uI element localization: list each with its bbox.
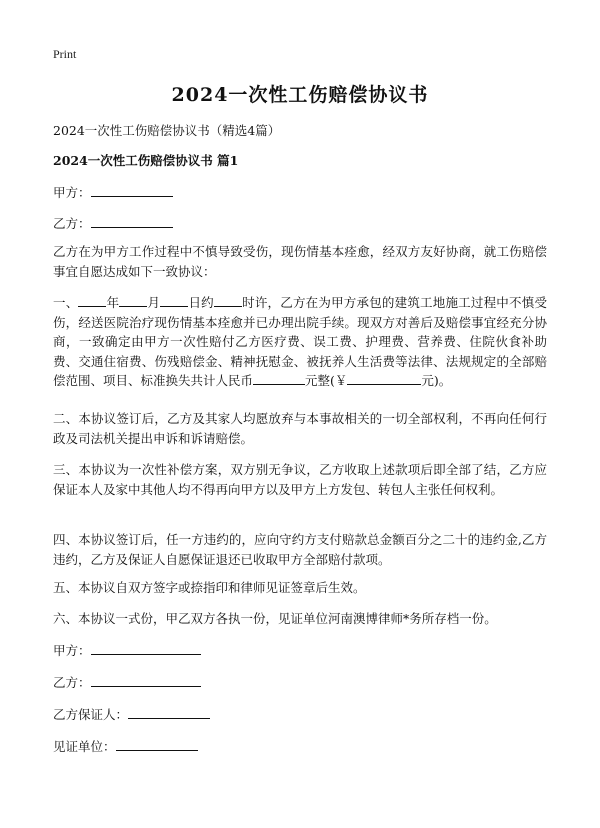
sign-party-b-blank bbox=[91, 673, 201, 687]
clause-1-yuan-big: 元整(￥ bbox=[305, 373, 348, 388]
sign-witness-blank bbox=[116, 737, 198, 751]
sign-guarantor-label: 乙方保证人： bbox=[53, 707, 129, 722]
clause-1-month: 月 bbox=[147, 295, 161, 310]
year-blank bbox=[78, 294, 106, 307]
clause-1-body: 时许，乙方在为甲方承包的建筑工地施工过程中不慎受伤，经送医院治疗现伤情基本痊愈并已办理出院手续。现双方对善后及赔偿事宜经充分协商，一致确定由甲方一次性赔付乙方医疗费、误工费、护理费、营养费、住院伙食补助费、交通住宿费、伤残赔偿金、精神抚慰金、被抚养人生活费等法律、法规规定的全部赔偿范围、项目、标准换失共计人民币 bbox=[53, 295, 547, 388]
party-b-line bbox=[53, 214, 173, 232]
section-heading: 2024一次性工伤赔偿协议书 篇1 bbox=[53, 153, 239, 168]
sign-party-b-label: 乙方： bbox=[53, 675, 91, 690]
clause-1-year: 年 bbox=[106, 295, 120, 310]
clause-1-prefix: 一、 bbox=[53, 295, 79, 310]
clause-6: 六、本协议一式份，甲乙双方各执一份，见证单位河南澳博律师*务所存档一份。 bbox=[53, 611, 497, 626]
clause-2: 二、本协议签订后，乙方及其家人均愿放弃与本事故相关的一切全部权利，不再向任何行政及司法机关提出申诉和诉请赔偿。 bbox=[53, 411, 547, 446]
sign-party-a-line bbox=[53, 641, 201, 659]
sign-guarantor-blank bbox=[128, 705, 210, 719]
amount-words-blank bbox=[253, 372, 305, 385]
amount-number-blank bbox=[347, 372, 421, 385]
party-a-line bbox=[53, 183, 173, 201]
document-subtitle: 2024一次性工伤赔偿协议书（精选4篇） bbox=[53, 123, 281, 138]
clause-4: 四、本协议签订后，任一方违约的，应向守约方支付赔款总金额百分之二十的违约金,乙方违约，乙方及保证人自愿保证退还已收取甲方全部赔付款项。 bbox=[53, 532, 547, 567]
sign-party-a-label: 甲方： bbox=[53, 643, 91, 658]
clause-1 bbox=[53, 293, 547, 391]
clause-5: 五、本协议自双方签字或捺指印和律师见证签章后生效。 bbox=[53, 580, 366, 595]
sign-witness-line bbox=[53, 737, 198, 755]
document-title: 2024一次性工伤赔偿协议书 bbox=[171, 84, 429, 106]
clause-1-day: 日约 bbox=[188, 295, 214, 310]
clause-3: 三、本协议为一次性补偿方案，双方别无争议，乙方收取上述款项后即全部了结，乙方应保证本人及家中其他人均不得再向甲方以及甲方上方发包、转包人主张任何权利。 bbox=[53, 462, 547, 497]
print-link[interactable]: Print bbox=[53, 47, 77, 61]
sign-witness-label: 见证单位： bbox=[53, 739, 116, 754]
sign-guarantor-line bbox=[53, 705, 210, 723]
party-b-blank bbox=[91, 214, 173, 228]
sign-party-a-blank bbox=[91, 641, 201, 655]
hour-blank bbox=[214, 294, 242, 307]
intro-paragraph: 乙方在为甲方工作过程中不慎导致受伤，现伤情基本痊愈，经双方友好协商，就工伤赔偿事宜自愿达成如下一致协议： bbox=[53, 244, 547, 279]
day-blank bbox=[160, 294, 188, 307]
party-a-label: 甲方： bbox=[53, 185, 91, 200]
sign-party-b-line bbox=[53, 673, 201, 691]
party-b-label: 乙方： bbox=[53, 216, 91, 231]
month-blank bbox=[119, 294, 147, 307]
party-a-blank bbox=[91, 183, 173, 197]
clause-1-yuan-end: 元)。 bbox=[421, 373, 452, 388]
